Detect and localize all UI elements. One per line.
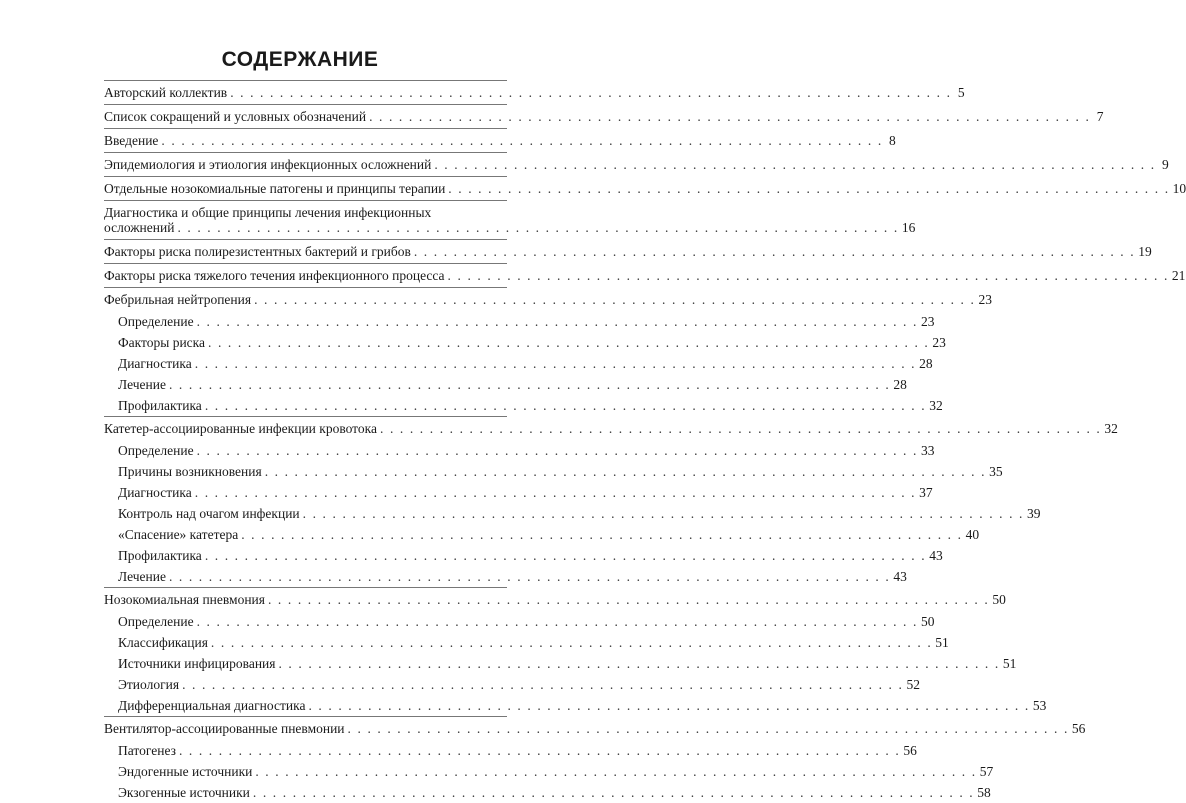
dot-leader: . . . . . . . . . . . . . . . . . . . . . . . . . . . . . . . . . . . . . . . . . . . . . . . . . . . . . . . . . . . . . . . . . . . . . . . . . [380,421,1102,436]
toc-page-number: 21 [1171,268,1186,283]
dot-leader: . . . . . . . . . . . . . . . . . . . . . . . . . . . . . . . . . . . . . . . . . . . . . . . . . . . . . . . . . . . . . . . . . . . . . . . . . [208,335,930,350]
toc-subentry[interactable] [118,503,1041,521]
toc-page-number: 51 [935,635,949,650]
dot-leader: . . . . . . . . . . . . . . . . . . . . . . . . . . . . . . . . . . . . . . . . . . . . . . . . . . . . . . . . . . . . . . . . . . . . . . . . . [204,398,927,413]
toc-page-number: 37 [919,485,933,500]
toc-entry-title: Лечение [118,569,166,584]
toc-page-number: 53 [1032,698,1047,713]
toc-entry-title: Источники инфицирования [118,656,276,671]
dot-leader: . . . . . . . . . . . . . . . . . . . . . . . . . . . . . . . . . . . . . . . . . . . . . . . . . . . . . . . . . . . . . . . . . . . . . . . . . [369,109,1091,124]
toc-entry-title: Лечение [118,377,166,392]
toc-page-number: 51 [1002,656,1017,671]
toc-subentry[interactable] [118,611,935,629]
dot-leader: . . . . . . . . . . . . . . . . . . . . . . . . . . . . . . . . . . . . . . . . . . . . . . . . . . . . . . . . . . . . . . . . . . . . . . . . . [194,356,917,371]
dot-leader: . . . . . . . . . . . . . . . . . . . . . . . . . . . . . . . . . . . . . . . . . . . . . . . . . . . . . . . . . . . . . . . . . . . . . . . . . [264,464,987,479]
toc-subentry[interactable] [118,395,943,413]
dot-leader: . . . . . . . . . . . . . . . . . . . . . . . . . . . . . . . . . . . . . . . . . . . . . . . . . . . . . . . . . . . . . . . . . . . . . . . . . [196,314,918,329]
toc-entry-title: Патогенез [118,743,176,758]
dot-leader: . . . . . . . . . . . . . . . . . . . . . . . . . . . . . . . . . . . . . . . . . . . . . . . . . . . . . . . . . . . . . . . . . . . . . . . . . [178,743,901,758]
toc-page-number: 7 [1096,109,1104,124]
toc-entry-title: Диагностика [118,356,192,371]
toc-page-number: 39 [1027,506,1041,521]
toc-page-number: 9 [1161,157,1169,172]
dot-leader: . . . . . . . . . . . . . . . . . . . . . . . . . . . . . . . . . . . . . . . . . . . . . . . . . . . . . . . . . . . . . . . . . . . . . . . . . [255,764,977,779]
toc-page-number: 57 [979,764,994,779]
dot-leader: . . . . . . . . . . . . . . . . . . . . . . . . . . . . . . . . . . . . . . . . . . . . . . . . . . . . . . . . . . . . . . . . . . . . . . . . . [434,157,1156,172]
toc-page-number: 33 [920,443,935,458]
toc-subentry[interactable] [118,524,980,542]
toc-entry[interactable] [104,200,916,235]
dot-leader: . . . . . . . . . . . . . . . . . . . . . . . . . . . . . . . . . . . . . . . . . . . . . . . . . . . . . . . . . . . . . . . . . . . . . . . . . [196,443,918,458]
toc-page-number: 23 [920,314,935,329]
toc-page-number: 43 [929,548,943,563]
toc-entry-title: Отдельные нозокомиальные патогены и принципы терапии [104,181,446,196]
toc-entry[interactable] [104,176,1186,196]
toc-entry[interactable] [104,104,1104,124]
toc-page-number: 35 [989,464,1003,479]
toc-page-number: 23 [978,292,992,307]
toc-page-number: 50 [992,592,1006,607]
toc-entry-title: Введение [104,133,159,148]
toc-page-number: 23 [932,335,946,350]
toc-page-number: 40 [965,527,980,542]
toc-entry-title: Фебрильная нейтропения [104,292,252,307]
table-of-contents [104,80,1186,803]
toc-subentry[interactable] [118,674,920,692]
toc-page-number: 8 [889,133,896,148]
toc-entry-title: Определение [118,614,194,629]
toc-entry-title: Классификация [118,635,208,650]
toc-entry-title: Эпидемиология и этиология инфекционных осложнений [104,157,432,172]
dot-leader: . . . . . . . . . . . . . . . . . . . . . . . . . . . . . . . . . . . . . . . . . . . . . . . . . . . . . . . . . . . . . . . . . . . . . . . . . [161,133,883,148]
toc-entry-title: «Спасение» катетера [118,527,239,542]
toc-page-number: 28 [919,356,933,371]
toc-page-number: 32 [929,398,943,413]
toc-entry-title: Факторы риска тяжелого течения инфекционного процесса [104,268,445,283]
dot-leader: . . . . . . . . . . . . . . . . . . . . . . . . . . . . . . . . . . . . . . . . . . . . . . . . . . . . . . . . . . . . . . . . . . . . . . . . . [267,592,990,607]
toc-subentry[interactable] [118,566,907,584]
toc-subentry[interactable] [118,782,991,800]
toc-entry[interactable] [104,416,1118,436]
toc-entry[interactable] [104,287,992,307]
toc-page-number: 52 [906,677,920,692]
toc-subentry[interactable] [118,740,917,758]
toc-page-number: 50 [920,614,935,629]
toc-entry[interactable] [104,239,1152,259]
toc-entry-title: Этиология [118,677,180,692]
toc-page-number: 32 [1104,421,1118,436]
dot-leader: . . . . . . . . . . . . . . . . . . . . . . . . . . . . . . . . . . . . . . . . . . . . . . . . . . . . . . . . . . . . . . . . . . . . . . . . . [308,698,1030,713]
toc-page-number: 28 [893,377,907,392]
toc-page-number: 43 [893,569,907,584]
toc-page-number: 56 [1071,721,1086,736]
dot-leader: . . . . . . . . . . . . . . . . . . . . . . . . . . . . . . . . . . . . . . . . . . . . . . . . . . . . . . . . . . . . . . . . . . . . . . . . . [210,635,933,650]
toc-entry-title: Факторы риска [118,335,206,350]
toc-entry-title: Эндогенные источники [118,764,253,779]
page-title: СОДЕРЖАНИЕ [221,48,379,71]
toc-entry-title: Контроль над очагом инфекции [118,506,300,521]
dot-leader: . . . . . . . . . . . . . . . . . . . . . . . . . . . . . . . . . . . . . . . . . . . . . . . . . . . . . . . . . . . . . . . . . . . . . . . . . [182,677,904,692]
toc-page-number: 56 [903,743,917,758]
dot-leader: . . . . . . . . . . . . . . . . . . . . . . . . . . . . . . . . . . . . . . . . . . . . . . . . . . . . . . . . . . . . . . . . . . . . . . . . . [302,506,1025,521]
toc-entry-title: Дифференциальная диагностика [118,698,306,713]
toc-entry-title: Диагностика и общие принципы лечения инфекционных [104,205,432,220]
dot-leader: . . . . . . . . . . . . . . . . . . . . . . . . . . . . . . . . . . . . . . . . . . . . . . . . . . . . . . . . . . . . . . . . . . . . . . . . . [413,244,1136,259]
dot-leader: . . . . . . . . . . . . . . . . . . . . . . . . . . . . . . . . . . . . . . . . . . . . . . . . . . . . . . . . . . . . . . . . . . . . . . . . . [194,485,917,500]
toc-entry[interactable] [104,128,896,148]
toc-entry[interactable] [104,716,1086,736]
dot-leader: . . . . . . . . . . . . . . . . . . . . . . . . . . . . . . . . . . . . . . . . . . . . . . . . . . . . . . . . . . . . . . . . . . . . . . . . . [447,268,1169,283]
toc-subentry[interactable] [118,695,1047,713]
dot-leader: . . . . . . . . . . . . . . . . . . . . . . . . . . . . . . . . . . . . . . . . . . . . . . . . . . . . . . . . . . . . . . . . . . . . . . . . . [278,656,1000,671]
dot-leader: . . . . . . . . . . . . . . . . . . . . . . . . . . . . . . . . . . . . . . . . . . . . . . . . . . . . . . . . . . . . . . . . . . . . . . . . . [230,85,952,100]
toc-subentry[interactable] [118,332,946,350]
toc-entry-title: Авторский коллектив [104,85,228,100]
dot-leader: . . . . . . . . . . . . . . . . . . . . . . . . . . . . . . . . . . . . . . . . . . . . . . . . . . . . . . . . . . . . . . . . . . . . . . . . . [168,377,891,392]
toc-entry[interactable] [104,80,965,100]
toc-entry-title: Определение [118,314,194,329]
toc-entry-title: Профилактика [118,548,202,563]
toc-entry-title: Катетер-ассоциированные инфекции кровотока [104,421,377,436]
toc-entry-title: Определение [118,443,194,458]
toc-subentry[interactable] [118,482,933,500]
toc-entry[interactable] [104,152,1169,172]
toc-page-number: 58 [977,785,991,800]
toc-page-number: 19 [1138,244,1152,259]
toc-entry-title: Нозокомиальная пневмония [104,592,265,607]
toc-subentry[interactable] [118,461,1003,479]
toc-entry-title: Вентилятор-ассоциированные пневмонии [104,721,345,736]
toc-entry-title: Список сокращений и условных обозначений [104,109,367,124]
dot-leader: . . . . . . . . . . . . . . . . . . . . . . . . . . . . . . . . . . . . . . . . . . . . . . . . . . . . . . . . . . . . . . . . . . . . . . . . . [241,527,963,542]
dot-leader: . . . . . . . . . . . . . . . . . . . . . . . . . . . . . . . . . . . . . . . . . . . . . . . . . . . . . . . . . . . . . . . . . . . . . . . . . [448,181,1170,196]
toc-entry-title: Факторы риска полирезистентных бактерий и грибов [104,244,411,259]
toc-subentry[interactable] [118,440,935,458]
dot-leader: . . . . . . . . . . . . . . . . . . . . . . . . . . . . . . . . . . . . . . . . . . . . . . . . . . . . . . . . . . . . . . . . . . . . . . . . . [252,785,975,800]
toc-entry-title: Профилактика [118,398,202,413]
toc-subentry[interactable] [118,374,907,392]
toc-subentry[interactable] [118,761,994,779]
toc-subentry[interactable] [118,632,949,650]
dot-leader: . . . . . . . . . . . . . . . . . . . . . . . . . . . . . . . . . . . . . . . . . . . . . . . . . . . . . . . . . . . . . . . . . . . . . . . . . [254,292,976,307]
toc-entry-title: Диагностика [118,485,192,500]
toc-subentry[interactable] [118,311,935,329]
dot-leader: . . . . . . . . . . . . . . . . . . . . . . . . . . . . . . . . . . . . . . . . . . . . . . . . . . . . . . . . . . . . . . . . . . . . . . . . . [177,220,899,235]
toc-entry-title: Причины возникновения [118,464,262,479]
dot-leader: . . . . . . . . . . . . . . . . . . . . . . . . . . . . . . . . . . . . . . . . . . . . . . . . . . . . . . . . . . . . . . . . . . . . . . . . . [347,721,1069,736]
toc-page-number: 16 [901,220,916,235]
dot-leader: . . . . . . . . . . . . . . . . . . . . . . . . . . . . . . . . . . . . . . . . . . . . . . . . . . . . . . . . . . . . . . . . . . . . . . . . . [168,569,891,584]
toc-page-number: 5 [957,85,965,100]
toc-entry[interactable] [104,587,1006,607]
toc-page-number: 10 [1172,181,1186,196]
toc-entry-title-continued: осложнений [104,220,175,235]
toc-subentry[interactable] [118,653,1017,671]
dot-leader: . . . . . . . . . . . . . . . . . . . . . . . . . . . . . . . . . . . . . . . . . . . . . . . . . . . . . . . . . . . . . . . . . . . . . . . . . [204,548,927,563]
toc-entry[interactable] [104,263,1186,283]
toc-entry-title: Экзогенные источники [118,785,250,800]
dot-leader: . . . . . . . . . . . . . . . . . . . . . . . . . . . . . . . . . . . . . . . . . . . . . . . . . . . . . . . . . . . . . . . . . . . . . . . . . [196,614,918,629]
toc-subentry[interactable] [118,353,933,371]
toc-subentry[interactable] [118,545,943,563]
